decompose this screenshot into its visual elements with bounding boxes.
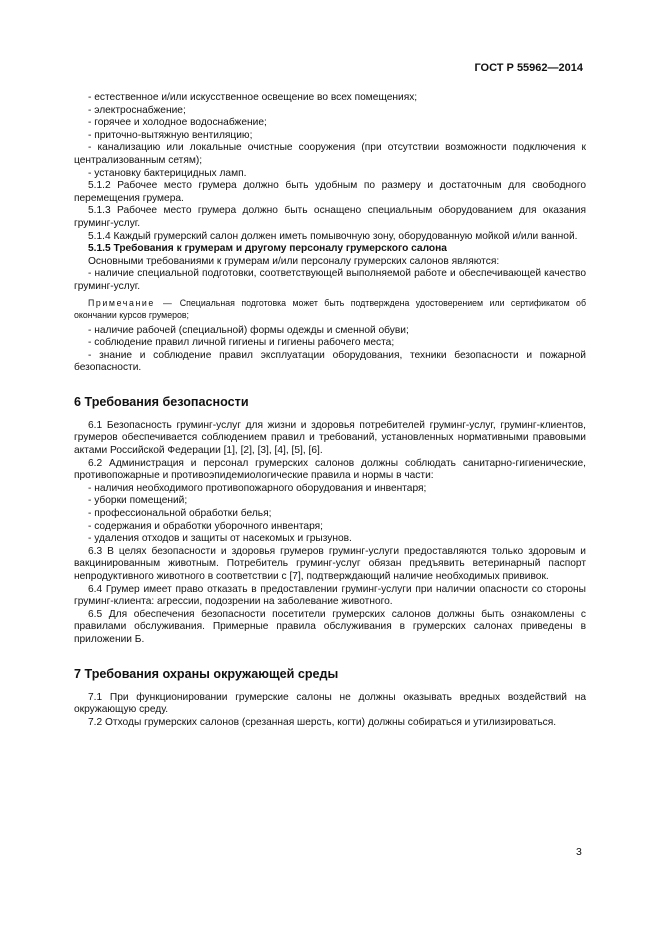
list-item: - удаления отходов и защиты от насекомых и грызунов. <box>88 533 352 545</box>
list-item: - уборки помещений; <box>88 495 188 507</box>
document-header: ГОСТ Р 55962—2014 <box>474 62 583 74</box>
list-item: - установку бактерицидных ламп. <box>88 167 247 179</box>
paragraph-5-1-5-intro: Основными требованиями к грумерам и/или персоналу грумерских салонов являются: <box>88 255 500 267</box>
page-number: 3 <box>576 846 582 858</box>
paragraph-5-1-2: 5.1.2 Рабочее место грумера должно быть удобным по размеру и достаточным для свободного перемещения грумера. <box>74 180 586 204</box>
paragraph-5-1-4: 5.1.4 Каждый грумерский салон должен иметь помывочную зону, оборудованную мойкой и/или ванной. <box>88 230 578 242</box>
list-item: - соблюдение правил личной гигиены и гигиены рабочего места; <box>88 337 395 349</box>
note-text: Специальная подготовка может быть подтверждена удостоверением или сертификатом об окончании курсов грумеров; <box>74 297 586 320</box>
list-item: - горячее и холодное водоснабжение; <box>88 117 267 129</box>
paragraph-5-1-3: 5.1.3 Рабочее место грумера должно быть оснащено специальным оборудованием для оказания груминг-услуг. <box>74 205 586 229</box>
list-item: - знание и соблюдение правил эксплуатации оборудования, техники безопасности и пожарной безопасности. <box>74 349 586 374</box>
paragraph-7-2: 7.2 Отходы грумерских салонов (срезанная шерсть, когти) должны собираться и утилизироваться. <box>88 716 557 728</box>
page-content <box>74 92 586 729</box>
note <box>74 297 586 321</box>
list-item: - электроснабжение; <box>88 104 186 116</box>
list-item: - наличие рабочей (специальной) формы одежды и сменной обуви; <box>88 324 409 336</box>
list-item: - приточно-вытяжную вентиляцию; <box>88 129 253 141</box>
list-item: - наличия необходимого противопожарного оборудования и инвентаря; <box>88 482 427 494</box>
list-item: - содержания и обработки уборочного инвентаря; <box>88 520 323 532</box>
paragraph-6-2: 6.2 Администрация и персонал грумерских салонов должны соблюдать санитарно-гигиенические, противопожарные и противоэпидемиологические правила и нормы в части: <box>74 457 586 482</box>
section-6-title: 6 Требования безопасности <box>74 394 249 409</box>
note-label: Примечание — <box>88 297 174 308</box>
section-7-title: 7 Требования охраны окружающей среды <box>74 666 339 681</box>
list-item: - канализацию или локальные очистные сооружения (при отсутствии возможности подключения к централизованным сетям); <box>74 142 586 166</box>
list-item: - наличие специальной подготовки, соответствующей выполняемой работе и обеспечивающей качество груминг-услуг. <box>74 268 586 292</box>
paragraph-6-1: 6.1 Безопасность груминг-услуг для жизни и здоровья потребителей груминг-услуг, груминг-клиентов, грумеров обеспечивается соблюдением правил и требований, установленных нормативными правовыми актами Российской Федерации [1], [2], [3], [4], [5], [6]. <box>74 419 586 457</box>
paragraph-6-4: 6.4 Грумер имеет право отказать в предоставлении груминг-услуги при наличии опасности со стороны груминг-клиента: агрессии, подозрении на заболевание животного. <box>74 583 586 608</box>
subsection-heading-5-1-5: 5.1.5 Требования к грумерам и другому персоналу грумерского салона <box>88 243 447 255</box>
paragraph-6-3: 6.3 В целях безопасности и здоровья грумеров груминг-услуги предоставляются только здоровым и вакцинированным животным. Потребитель груминг-услуг обязан предъявить ветеринарный паспорт непродуктивного животного в соответствии с [7], подтверждающий наличие необходимых прививок. <box>74 545 586 582</box>
paragraph-6-5: 6.5 Для обеспечения безопасности посетители грумерских салонов должны быть ознакомлены с правилами обслуживания. Примерные правила обслуживания в грумерских салонах приведены в приложении Б. <box>74 608 586 645</box>
list-item: - естественное и/или искусственное освещение во всех помещениях; <box>88 92 418 103</box>
list-item: - профессиональной обработки белья; <box>88 508 272 520</box>
paragraph-7-1: 7.1 При функционировании грумерские салоны не должны оказывать вредных воздействий на окружающую среду. <box>74 691 586 716</box>
